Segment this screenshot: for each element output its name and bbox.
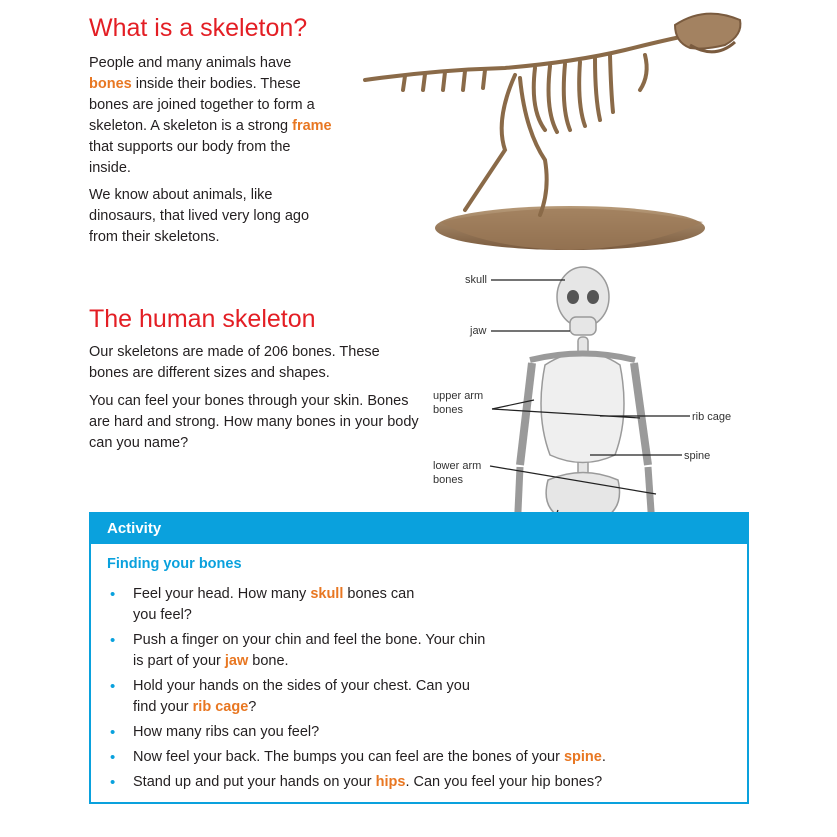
list-item	[107, 747, 727, 768]
label-jaw: jaw	[470, 325, 487, 337]
list-item	[107, 676, 473, 718]
keyword-bones: bones	[89, 76, 132, 92]
text-span: Push a finger on your chin and feel the bone. Your chin is part of your	[133, 632, 486, 669]
text-span: . Can you feel your hip bones?	[405, 774, 603, 790]
text-span: inside their bodies. These bones are joined together to form a skeleton. A skeleton is a strong	[89, 76, 315, 134]
text-span: ?	[248, 699, 257, 715]
list-item	[107, 772, 727, 793]
list-item	[107, 584, 433, 626]
keyword-spine: spine	[563, 749, 602, 765]
text-span: that supports our body from the inside.	[89, 139, 291, 176]
activity-header	[91, 514, 747, 544]
text-span: Stand up and put your hands on your	[133, 774, 376, 790]
label-lower-arm-bones: lower arm bones	[433, 460, 482, 486]
text-span: How many ribs can you feel?	[133, 724, 320, 740]
activity-box	[89, 512, 749, 804]
label-upper-arm-bones: upper arm bones	[433, 390, 484, 416]
text-span: Feel your head. How many	[133, 586, 311, 602]
human-skeleton-paragraph-2: You can feel your bones through your skin. Bones are hard and strong. How many bones in your body can you name?	[89, 393, 419, 451]
human-skeleton-paragraph-1: Our skeletons are made of 206 bones. These bones are different sizes and shapes.	[89, 344, 380, 381]
keyword-jaw: jaw	[224, 653, 249, 669]
keyword-skull: skull	[310, 586, 344, 602]
section-title-human-skeleton: The human skeleton	[89, 305, 316, 333]
text-span: .	[601, 749, 606, 765]
text-span: bone.	[248, 653, 289, 669]
list-item	[107, 630, 493, 672]
list-item	[107, 722, 727, 743]
section-title-skeleton: What is a skeleton?	[89, 14, 308, 42]
keyword-frame: frame	[292, 118, 332, 134]
dinosaur-skeleton-image	[345, 0, 745, 260]
intro-paragraph	[89, 53, 334, 179]
label-rib-cage: rib cage	[692, 411, 732, 423]
activity-subtitle: Finding your bones	[107, 556, 242, 572]
activity-header-label: Activity	[107, 520, 162, 537]
keyword-rib-cage: rib cage	[192, 699, 249, 715]
label-spine: spine	[684, 450, 711, 462]
keyword-hips: hips	[375, 774, 406, 790]
text-span: People and many animals have	[89, 55, 292, 71]
label-skull: skull	[465, 274, 488, 286]
activity-list	[107, 584, 727, 797]
text-span: Hold your hands on the sides of your chest. Can you find your	[133, 678, 470, 715]
text-span: bones can you feel?	[133, 586, 415, 623]
text-span: Now feel your back. The bumps you can feel are the bones of your	[133, 749, 564, 765]
dinosaur-paragraph: We know about animals, like dinosaurs, that lived very long ago from their skeletons.	[89, 187, 310, 245]
